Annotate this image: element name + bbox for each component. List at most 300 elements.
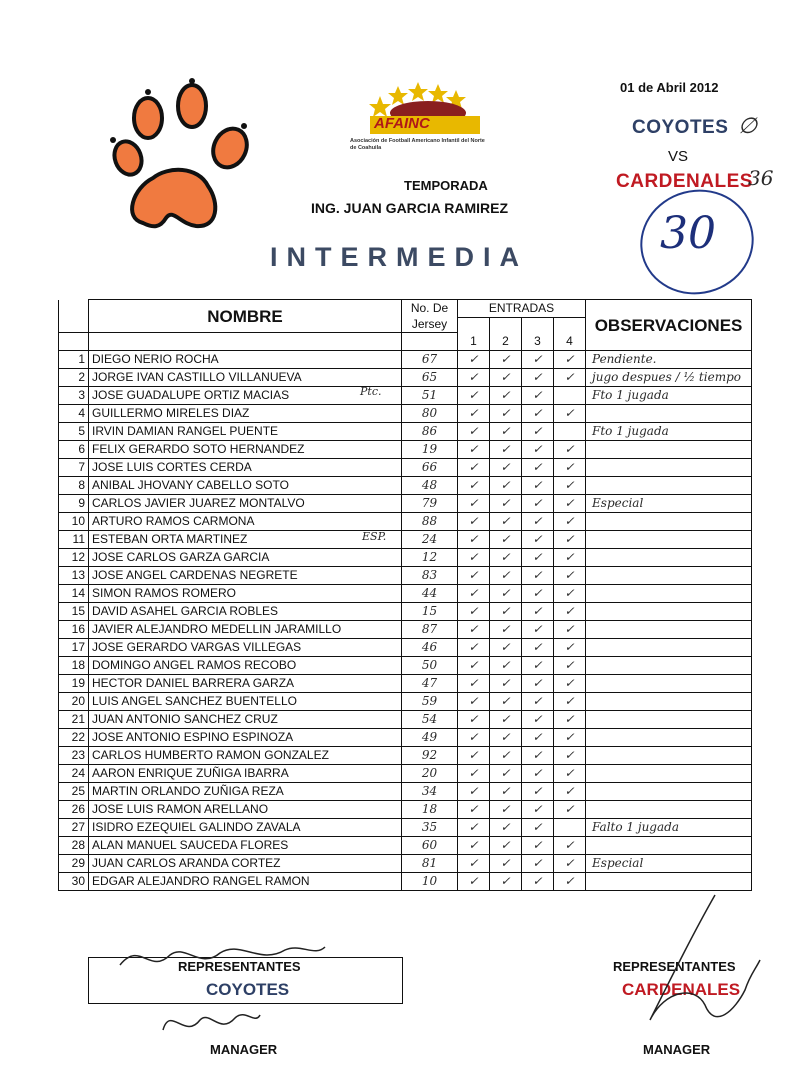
- row-number: 11: [59, 531, 89, 549]
- player-name: EDGAR ALEJANDRO RANGEL RAMON: [89, 873, 402, 891]
- table-row: [59, 567, 752, 585]
- observation: [586, 657, 752, 675]
- observation: [586, 585, 752, 603]
- period-3-check: ✓: [522, 675, 554, 693]
- player-name: ESTEBAN ORTA MARTINEZ: [89, 531, 402, 549]
- period-4-check: ✓: [554, 549, 586, 567]
- jersey-number: 49: [402, 729, 458, 747]
- table-row: [59, 819, 752, 837]
- period-3-check: ✓: [522, 495, 554, 513]
- player-name: JUAN CARLOS ARANDA CORTEZ: [89, 855, 402, 873]
- period-2-check: ✓: [490, 513, 522, 531]
- jersey-number: 19: [402, 441, 458, 459]
- observation: Especial: [586, 855, 752, 873]
- paw-logo-icon: [108, 78, 258, 238]
- jersey-number: 83: [402, 567, 458, 585]
- period-1-check: ✓: [458, 693, 490, 711]
- table-row: [59, 765, 752, 783]
- period-1-check: ✓: [458, 621, 490, 639]
- row-number: 2: [59, 369, 89, 387]
- period-4-check: ✓: [554, 459, 586, 477]
- period-4-check: ✓: [554, 765, 586, 783]
- period-2-check: ✓: [490, 351, 522, 369]
- jersey-number: 79: [402, 495, 458, 513]
- period-2-check: ✓: [490, 495, 522, 513]
- player-name: CARLOS HUMBERTO RAMON GONZALEZ: [89, 747, 402, 765]
- observation: [586, 783, 752, 801]
- jersey-number: 15: [402, 603, 458, 621]
- player-name: MARTIN ORLANDO ZUÑIGA REZA: [89, 783, 402, 801]
- row-number: 16: [59, 621, 89, 639]
- period-2-header: 2: [490, 318, 522, 351]
- category-title: INTERMEDIA: [270, 242, 528, 272]
- period-3-check: ✓: [522, 765, 554, 783]
- home-score: ∅: [738, 114, 758, 139]
- observation: [586, 747, 752, 765]
- period-3-check: ✓: [522, 477, 554, 495]
- observation: [586, 567, 752, 585]
- jersey-number: 54: [402, 711, 458, 729]
- player-name: GUILLERMO MIRELES DIAZ: [89, 405, 402, 423]
- jersey-header-cell: [402, 333, 458, 351]
- row-number: 19: [59, 675, 89, 693]
- player-name: JOSE CARLOS GARZA GARCIA: [89, 549, 402, 567]
- period-2-check: ✓: [490, 765, 522, 783]
- period-3-check: ✓: [522, 603, 554, 621]
- right-representatives-label: REPRESENTANTES: [613, 959, 736, 974]
- table-row: [59, 693, 752, 711]
- away-team: CARDENALES: [616, 171, 753, 192]
- period-2-check: ✓: [490, 729, 522, 747]
- jersey-number: 60: [402, 837, 458, 855]
- roster-table: [58, 299, 752, 891]
- period-1-check: ✓: [458, 459, 490, 477]
- table-row: [59, 639, 752, 657]
- logo-text: AFAINC: [374, 115, 430, 132]
- row-number: 30: [59, 873, 89, 891]
- period-3-header: 3: [522, 318, 554, 351]
- player-name: JOSE ANTONIO ESPINO ESPINOZA: [89, 729, 402, 747]
- table-row: [59, 459, 752, 477]
- period-2-check: ✓: [490, 711, 522, 729]
- period-1-header: 1: [458, 318, 490, 351]
- player-name: JORGE IVAN CASTILLO VILLANUEVA: [89, 369, 402, 387]
- period-2-check: ✓: [490, 441, 522, 459]
- right-representatives-team: CARDENALES: [622, 980, 741, 999]
- period-4-check: [554, 387, 586, 405]
- logo-subtitle: Asociación de Football Americano Infantil del Norte de Coahuila: [350, 138, 485, 151]
- player-name: SIMON RAMOS ROMERO: [89, 585, 402, 603]
- table-row: [59, 729, 752, 747]
- period-1-check: ✓: [458, 531, 490, 549]
- jersey-header: No. De Jersey: [402, 300, 458, 333]
- observation: [586, 513, 752, 531]
- jersey-number: 18: [402, 801, 458, 819]
- period-1-check: ✓: [458, 549, 490, 567]
- period-1-check: ✓: [458, 765, 490, 783]
- table-row: [59, 855, 752, 873]
- period-1-check: ✓: [458, 405, 490, 423]
- row-number: 8: [59, 477, 89, 495]
- row-number: 3: [59, 387, 89, 405]
- period-1-check: ✓: [458, 477, 490, 495]
- period-1-check: ✓: [458, 495, 490, 513]
- period-4-check: ✓: [554, 603, 586, 621]
- period-3-check: ✓: [522, 369, 554, 387]
- row-number: 25: [59, 783, 89, 801]
- row-number: 7: [59, 459, 89, 477]
- period-4-check: ✓: [554, 405, 586, 423]
- period-1-check: ✓: [458, 801, 490, 819]
- jersey-number: 10: [402, 873, 458, 891]
- period-3-check: ✓: [522, 567, 554, 585]
- jersey-number: 65: [402, 369, 458, 387]
- period-1-check: ✓: [458, 585, 490, 603]
- jersey-number: 92: [402, 747, 458, 765]
- row-number: 9: [59, 495, 89, 513]
- observation: [586, 639, 752, 657]
- period-4-check: ✓: [554, 477, 586, 495]
- period-4-check: ✓: [554, 621, 586, 639]
- observation: Especial: [586, 495, 752, 513]
- table-row: [59, 585, 752, 603]
- row-number: 17: [59, 639, 89, 657]
- player-name: DOMINGO ANGEL RAMOS RECOBO: [89, 657, 402, 675]
- jersey-number: 48: [402, 477, 458, 495]
- player-name: JAVIER ALEJANDRO MEDELLIN JARAMILLO: [89, 621, 402, 639]
- table-row: [59, 477, 752, 495]
- period-2-check: ✓: [490, 621, 522, 639]
- table-row: [59, 657, 752, 675]
- player-name: HECTOR DANIEL BARRERA GARZA: [89, 675, 402, 693]
- table-row: [59, 549, 752, 567]
- period-1-check: ✓: [458, 423, 490, 441]
- player-name: DAVID ASAHEL GARCIA ROBLES: [89, 603, 402, 621]
- period-3-check: ✓: [522, 423, 554, 441]
- period-2-check: ✓: [490, 675, 522, 693]
- period-2-check: ✓: [490, 639, 522, 657]
- period-2-check: ✓: [490, 747, 522, 765]
- player-name: IRVIN DAMIAN RANGEL PUENTE: [89, 423, 402, 441]
- period-4-check: ✓: [554, 657, 586, 675]
- period-3-check: ✓: [522, 657, 554, 675]
- jersey-number: 88: [402, 513, 458, 531]
- period-3-check: ✓: [522, 837, 554, 855]
- jersey-number: 47: [402, 675, 458, 693]
- period-4-check: ✓: [554, 441, 586, 459]
- period-3-check: ✓: [522, 819, 554, 837]
- period-2-check: ✓: [490, 423, 522, 441]
- period-2-check: ✓: [490, 603, 522, 621]
- period-4-check: ✓: [554, 495, 586, 513]
- period-3-check: ✓: [522, 621, 554, 639]
- period-4-check: ✓: [554, 513, 586, 531]
- table-row: [59, 531, 752, 549]
- period-4-check: ✓: [554, 567, 586, 585]
- period-4-check: ✓: [554, 855, 586, 873]
- observation: jugo despues / ½ tiempo: [586, 369, 752, 387]
- player-name: JOSE LUIS RAMON ARELLANO: [89, 801, 402, 819]
- period-4-check: ✓: [554, 711, 586, 729]
- period-3-check: ✓: [522, 711, 554, 729]
- period-4-check: [554, 819, 586, 837]
- period-1-check: ✓: [458, 747, 490, 765]
- period-1-check: ✓: [458, 369, 490, 387]
- period-3-check: ✓: [522, 459, 554, 477]
- row-number-header-cell: [59, 333, 89, 351]
- versus-label: VS: [668, 148, 689, 165]
- period-3-check: ✓: [522, 729, 554, 747]
- player-name: JOSE GUADALUPE ORTIZ MACIAS: [89, 387, 402, 405]
- afainc-logo: [340, 78, 490, 168]
- jersey-number: 86: [402, 423, 458, 441]
- row-number: 21: [59, 711, 89, 729]
- player-name: CARLOS JAVIER JUAREZ MONTALVO: [89, 495, 402, 513]
- observation: Falto 1 jugada: [586, 819, 752, 837]
- row-number: 28: [59, 837, 89, 855]
- table-row: [59, 495, 752, 513]
- period-3-check: ✓: [522, 387, 554, 405]
- jersey-number: 67: [402, 351, 458, 369]
- period-2-check: ✓: [490, 657, 522, 675]
- ptc-note: Ptc.: [360, 385, 382, 398]
- period-2-check: ✓: [490, 585, 522, 603]
- period-1-check: ✓: [458, 639, 490, 657]
- right-manager-label: MANAGER: [643, 1042, 711, 1057]
- row-number: 15: [59, 603, 89, 621]
- period-3-check: ✓: [522, 585, 554, 603]
- period-1-check: ✓: [458, 783, 490, 801]
- period-3-check: ✓: [522, 441, 554, 459]
- table-row: [59, 873, 752, 891]
- period-3-check: ✓: [522, 747, 554, 765]
- period-1-check: ✓: [458, 513, 490, 531]
- observation: [586, 711, 752, 729]
- season-name: ING. JUAN GARCIA RAMIREZ: [311, 200, 509, 216]
- table-row: [59, 801, 752, 819]
- table-row: [59, 747, 752, 765]
- row-number: 23: [59, 747, 89, 765]
- row-number: 12: [59, 549, 89, 567]
- period-2-check: ✓: [490, 837, 522, 855]
- period-4-check: [554, 423, 586, 441]
- period-2-check: ✓: [490, 531, 522, 549]
- period-2-check: ✓: [490, 477, 522, 495]
- period-4-check: ✓: [554, 873, 586, 891]
- period-3-check: ✓: [522, 639, 554, 657]
- period-1-check: ✓: [458, 603, 490, 621]
- jersey-number: 35: [402, 819, 458, 837]
- period-1-check: ✓: [458, 855, 490, 873]
- left-representatives-team: COYOTES: [206, 980, 290, 999]
- row-number: 18: [59, 657, 89, 675]
- period-2-check: ✓: [490, 855, 522, 873]
- table-row: [59, 369, 752, 387]
- period-4-check: ✓: [554, 747, 586, 765]
- jersey-number: 12: [402, 549, 458, 567]
- period-4-check: ✓: [554, 531, 586, 549]
- period-1-check: ✓: [458, 675, 490, 693]
- table-row: [59, 711, 752, 729]
- period-4-check: ✓: [554, 585, 586, 603]
- table-row: [59, 837, 752, 855]
- period-4-check: ✓: [554, 675, 586, 693]
- observation: [586, 477, 752, 495]
- jersey-number: 87: [402, 621, 458, 639]
- observation: [586, 531, 752, 549]
- period-4-check: ✓: [554, 693, 586, 711]
- jersey-number: 81: [402, 855, 458, 873]
- jersey-number: 66: [402, 459, 458, 477]
- period-2-check: ✓: [490, 783, 522, 801]
- observation: [586, 729, 752, 747]
- entradas-header: ENTRADAS: [458, 300, 586, 318]
- table-row: [59, 603, 752, 621]
- observation: Fto 1 jugada: [586, 387, 752, 405]
- period-4-check: ✓: [554, 837, 586, 855]
- period-1-check: ✓: [458, 711, 490, 729]
- period-1-check: ✓: [458, 441, 490, 459]
- home-team: COYOTES: [632, 117, 729, 138]
- observation: [586, 621, 752, 639]
- observation: [586, 837, 752, 855]
- jersey-number: 80: [402, 405, 458, 423]
- row-number: 22: [59, 729, 89, 747]
- player-name: DIEGO NERIO ROCHA: [89, 351, 402, 369]
- table-row: [59, 783, 752, 801]
- period-2-check: ✓: [490, 801, 522, 819]
- row-number: 1: [59, 351, 89, 369]
- observation: [586, 765, 752, 783]
- period-3-check: ✓: [522, 693, 554, 711]
- observaciones-header: OBSERVACIONES: [586, 300, 752, 351]
- table-row: [59, 441, 752, 459]
- period-4-check: ✓: [554, 783, 586, 801]
- jersey-number: 24: [402, 531, 458, 549]
- period-3-check: ✓: [522, 405, 554, 423]
- observation: [586, 873, 752, 891]
- period-3-check: ✓: [522, 513, 554, 531]
- row-number: 4: [59, 405, 89, 423]
- period-4-check: ✓: [554, 639, 586, 657]
- row-number: 26: [59, 801, 89, 819]
- signature-icon: [110, 935, 330, 980]
- player-name: JOSE LUIS CORTES CERDA: [89, 459, 402, 477]
- period-4-header: 4: [554, 318, 586, 351]
- observation: [586, 549, 752, 567]
- observation: [586, 603, 752, 621]
- player-name: LUIS ANGEL SANCHEZ BUENTELLO: [89, 693, 402, 711]
- table-row: [59, 351, 752, 369]
- period-2-check: ✓: [490, 819, 522, 837]
- period-2-check: ✓: [490, 387, 522, 405]
- observation: [586, 441, 752, 459]
- period-3-check: ✓: [522, 855, 554, 873]
- player-name: JOSE ANGEL CARDENAS NEGRETE: [89, 567, 402, 585]
- row-number: 20: [59, 693, 89, 711]
- nombre-header: NOMBRE: [89, 300, 402, 333]
- esp-note: ESP.: [362, 530, 387, 543]
- period-3-check: ✓: [522, 801, 554, 819]
- period-3-check: ✓: [522, 531, 554, 549]
- period-2-check: ✓: [490, 873, 522, 891]
- observation: Pendiente.: [586, 351, 752, 369]
- circled-number: 30: [660, 208, 716, 259]
- away-score: 36: [748, 166, 774, 190]
- observation: [586, 459, 752, 477]
- observation: [586, 405, 752, 423]
- period-3-check: ✓: [522, 351, 554, 369]
- player-name: AARON ENRIQUE ZUÑIGA IBARRA: [89, 765, 402, 783]
- table-row: [59, 513, 752, 531]
- right-signature-icon: [635, 890, 765, 1050]
- period-4-check: ✓: [554, 801, 586, 819]
- manager-signature-icon: [155, 1000, 265, 1045]
- player-name: JOSE GERARDO VARGAS VILLEGAS: [89, 639, 402, 657]
- jersey-number: 44: [402, 585, 458, 603]
- period-1-check: ✓: [458, 351, 490, 369]
- season-label: TEMPORADA: [404, 178, 488, 193]
- jersey-number: 20: [402, 765, 458, 783]
- jersey-number: 51: [402, 387, 458, 405]
- period-1-check: ✓: [458, 819, 490, 837]
- row-number: 24: [59, 765, 89, 783]
- jersey-number: 46: [402, 639, 458, 657]
- row-number: 27: [59, 819, 89, 837]
- left-manager-label: MANAGER: [210, 1042, 278, 1057]
- row-number: 10: [59, 513, 89, 531]
- row-number: 6: [59, 441, 89, 459]
- period-2-check: ✓: [490, 693, 522, 711]
- period-4-check: ✓: [554, 369, 586, 387]
- match-date: 01 de Abril 2012: [620, 80, 719, 95]
- period-4-check: ✓: [554, 729, 586, 747]
- jersey-number: 59: [402, 693, 458, 711]
- period-2-check: ✓: [490, 567, 522, 585]
- row-number: 29: [59, 855, 89, 873]
- table-row: [59, 423, 752, 441]
- observation: [586, 801, 752, 819]
- row-number: 14: [59, 585, 89, 603]
- period-1-check: ✓: [458, 729, 490, 747]
- period-1-check: ✓: [458, 387, 490, 405]
- observation: [586, 693, 752, 711]
- jersey-number: 34: [402, 783, 458, 801]
- period-2-check: ✓: [490, 549, 522, 567]
- player-name: ARTURO RAMOS CARMONA: [89, 513, 402, 531]
- period-3-check: ✓: [522, 783, 554, 801]
- player-name: ALAN MANUEL SAUCEDA FLORES: [89, 837, 402, 855]
- roster-body: [59, 351, 752, 891]
- table-row: [59, 621, 752, 639]
- period-4-check: ✓: [554, 351, 586, 369]
- period-1-check: ✓: [458, 837, 490, 855]
- period-3-check: ✓: [522, 549, 554, 567]
- row-number-header: [59, 300, 89, 333]
- left-representatives-label: REPRESENTANTES: [178, 959, 301, 974]
- player-name: ANIBAL JHOVANY CABELLO SOTO: [89, 477, 402, 495]
- period-1-check: ✓: [458, 567, 490, 585]
- row-number: 5: [59, 423, 89, 441]
- player-name: JUAN ANTONIO SANCHEZ CRUZ: [89, 711, 402, 729]
- period-2-check: ✓: [490, 369, 522, 387]
- table-row: [59, 387, 752, 405]
- player-name: FELIX GERARDO SOTO HERNANDEZ: [89, 441, 402, 459]
- jersey-number: 50: [402, 657, 458, 675]
- period-1-check: ✓: [458, 657, 490, 675]
- row-number: 13: [59, 567, 89, 585]
- nombre-header-cell: [89, 333, 402, 351]
